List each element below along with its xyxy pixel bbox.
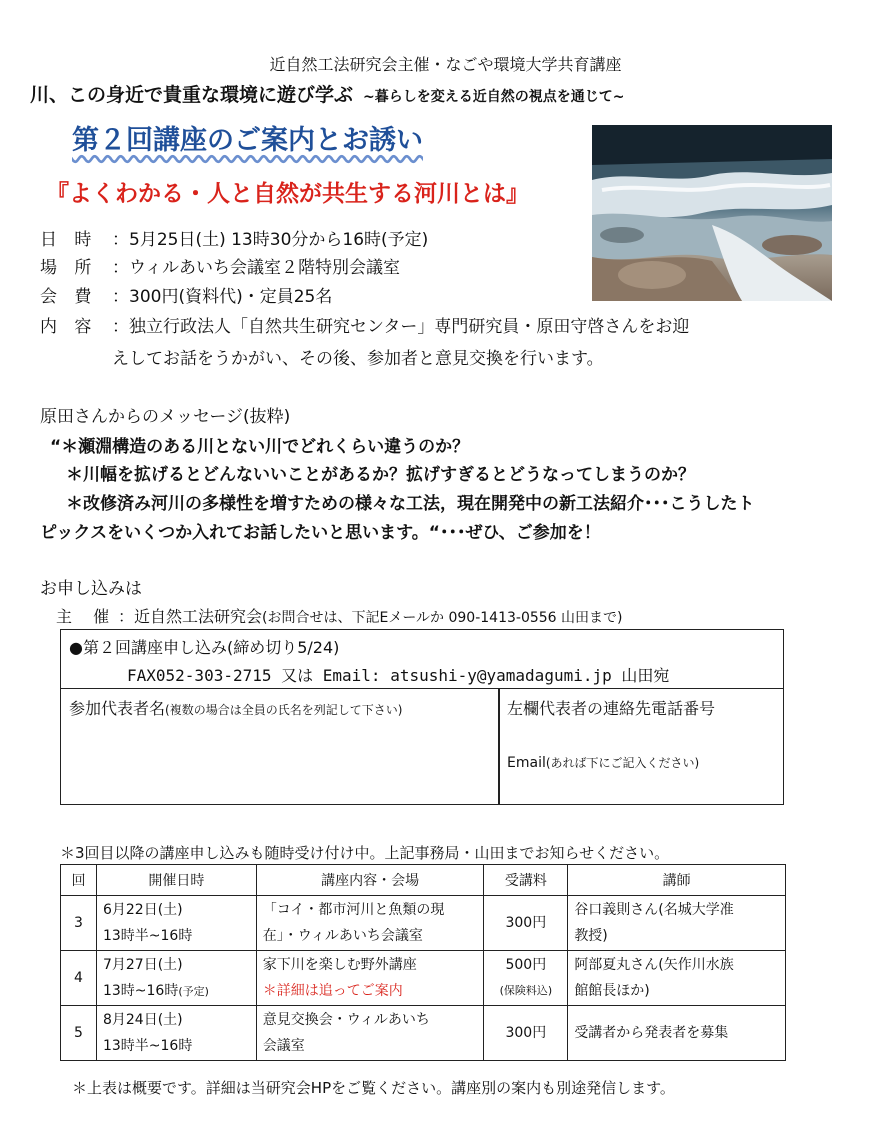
message-line-3: ＊改修済み河川の多様性を増すための様々な工法，現在開発中の新工法紹介･･･こうしたト (66, 494, 755, 514)
row-date-time (103, 923, 250, 950)
row-content-line-1: 意見交換会・ウィルあいち (262, 1012, 430, 1028)
row-lecturer-line-1: 阿部夏丸さん(矢作川水族 (574, 957, 734, 973)
message-line-4: ピックスをいくつか入れてお話したいと思います。“･･･ぜひ、ご参加を！ (40, 523, 601, 543)
email-label: Email (507, 755, 546, 771)
header-lecturer: 講師 (568, 865, 786, 896)
row-content-line-1: 家下川を楽しむ野外講座 (262, 957, 417, 973)
table-row (61, 896, 786, 951)
row-fee (484, 1006, 568, 1061)
row-fee-value: 500円 (505, 957, 547, 973)
row-content-line-2: ＊詳細は追ってご案内 (262, 983, 403, 999)
row-content-line-1: 「コイ・都市河川と魚類の現 (262, 902, 445, 918)
organizer-line (56, 604, 623, 627)
info-date (40, 229, 428, 251)
row-date-day: 6月22日(土) (102, 901, 183, 918)
row-date-day: 7月27日(土) (102, 956, 183, 973)
form-divider (498, 688, 500, 804)
headline-subtitle: ~暮らしを変える近自然の視点を通じて~ (363, 89, 625, 105)
row-lecturer-line-1: 谷口義則さん(名城大学准 (574, 902, 734, 918)
organizer-value: ：近自然工法研究会 (118, 607, 263, 626)
sponsor-line: 近自然工法研究会主催・なごや環境大学共育講座 (269, 55, 622, 74)
place-value: ：ウィルあいち会議室２階特別会議室 (112, 258, 400, 278)
row-lecturer-line-2: 館館長ほか) (574, 983, 650, 999)
fee-value: ：300円(資料代)・定員25名 (112, 287, 333, 307)
footer-note: ＊上表は概要です。詳細は当研究会HPをご覧ください。講座別の案内も別途発信します。 (72, 1079, 675, 1097)
header-num: 回 (61, 865, 97, 896)
lecture-theme: 『よくわかる・人と自然が共生する河川とは』 (46, 181, 529, 207)
row-date-time-note: (予定) (178, 984, 209, 998)
header-date: 開催日時 (96, 865, 256, 896)
row-date-time (103, 978, 250, 1005)
river-photo (592, 125, 832, 301)
river-photo-illustration (592, 125, 832, 301)
fee-label: 会 費 (40, 287, 98, 307)
table-row (61, 1006, 786, 1061)
content-label: 内 容 (40, 317, 98, 337)
row-fee-value: 300円 (505, 915, 547, 931)
row-date-time-text: 13時半~16時 (102, 927, 193, 944)
row-fee-value: 300円 (505, 1025, 547, 1041)
row-lecturer (568, 951, 786, 1006)
message-line-1: “＊瀬淵構造のある川とない川でどれくらい違うのか？ (50, 437, 470, 457)
table-row (61, 951, 786, 1006)
content-value: ：独立行政法人「自然共生研究センター」専門研究員・原田守啓さんをお迎 (112, 317, 690, 337)
row-num: 5 (61, 1006, 97, 1061)
table-header-row (61, 865, 786, 896)
organizer-note: (お問合せは、下記Eメールか 090-1413-0556 山田まで) (262, 610, 623, 626)
row-num: 4 (61, 951, 97, 1006)
date-label: 日 時 (40, 230, 98, 250)
row-fee (484, 951, 568, 1006)
date-value: ：5月25日(土) 13時30分から16時(予定) (112, 230, 429, 250)
row-date (96, 896, 256, 951)
info-content (40, 316, 689, 338)
row-lecturer (568, 896, 786, 951)
application-form (60, 629, 784, 805)
row-lecturer-line-1: 受講者から発表者を募集 (574, 1025, 729, 1041)
row-content (256, 896, 484, 951)
info-fee (40, 286, 332, 308)
row-date (96, 951, 256, 1006)
schedule-table (60, 864, 786, 1061)
message-line-2: ＊川幅を拡げるとどんないいことがあるか？拡げすぎるとどうなってしまうのか？ (66, 465, 695, 485)
row-date-time-text: 13時半~16時 (102, 1037, 193, 1054)
phone-field-label: 左欄代表者の連絡先電話番号 (507, 699, 716, 718)
row-date-time (103, 1033, 250, 1060)
place-label: 場 所 (40, 258, 98, 278)
row-content (256, 1006, 484, 1061)
row-fee-note: (保険料込) (499, 984, 553, 997)
organizer-label: 主 催 (56, 607, 118, 626)
rep-name-field[interactable] (69, 696, 402, 719)
row-content-line-2: 在」・ウィルあいち会議室 (262, 928, 423, 944)
rep-name-note: (複数の場合は全員の氏名を列記して下さい) (165, 703, 403, 717)
form-contact: FAX052-303-2715 又は Email: atsushi-y@yamadagumi.jp 山田宛 (127, 666, 670, 685)
lecture-title: 第２回講座のご案内とお誘い (72, 125, 423, 156)
email-note: (あれば下にご記入ください) (545, 756, 700, 770)
row-lecturer-line-2: 教授) (574, 928, 608, 944)
header-content: 講座内容・会場 (256, 865, 484, 896)
row-date-time-text: 13時~16時 (102, 982, 179, 999)
apply-heading: お申し込みは (40, 579, 142, 599)
rep-name-label: 参加代表者名 (69, 699, 166, 718)
content-continuation: えしてお話をうかがい、その後、参加者と意見交換を行います。 (112, 349, 604, 369)
row-date-day: 8月24日(土) (102, 1011, 183, 1028)
message-heading: 原田さんからのメッセージ(抜粋) (40, 407, 291, 427)
header-fee: 受講料 (484, 865, 568, 896)
row-num: 3 (61, 896, 97, 951)
form-title: ●第２回講座申し込み(締め切り5/24) (69, 638, 340, 657)
row-content (256, 951, 484, 1006)
row-lecturer (568, 1006, 786, 1061)
email-field[interactable] (507, 754, 699, 771)
headline-text: 川、この身近で貴重な環境に遊び学ぶ (30, 84, 354, 106)
headline (30, 80, 624, 107)
row-date (96, 1006, 256, 1061)
row-fee (484, 896, 568, 951)
info-place (40, 257, 400, 279)
row-content-line-2: 会議室 (262, 1038, 305, 1054)
schedule-note: ＊3回目以降の講座申し込みも随時受け付け中。上記事務局・山田までお知らせください。 (60, 844, 670, 862)
